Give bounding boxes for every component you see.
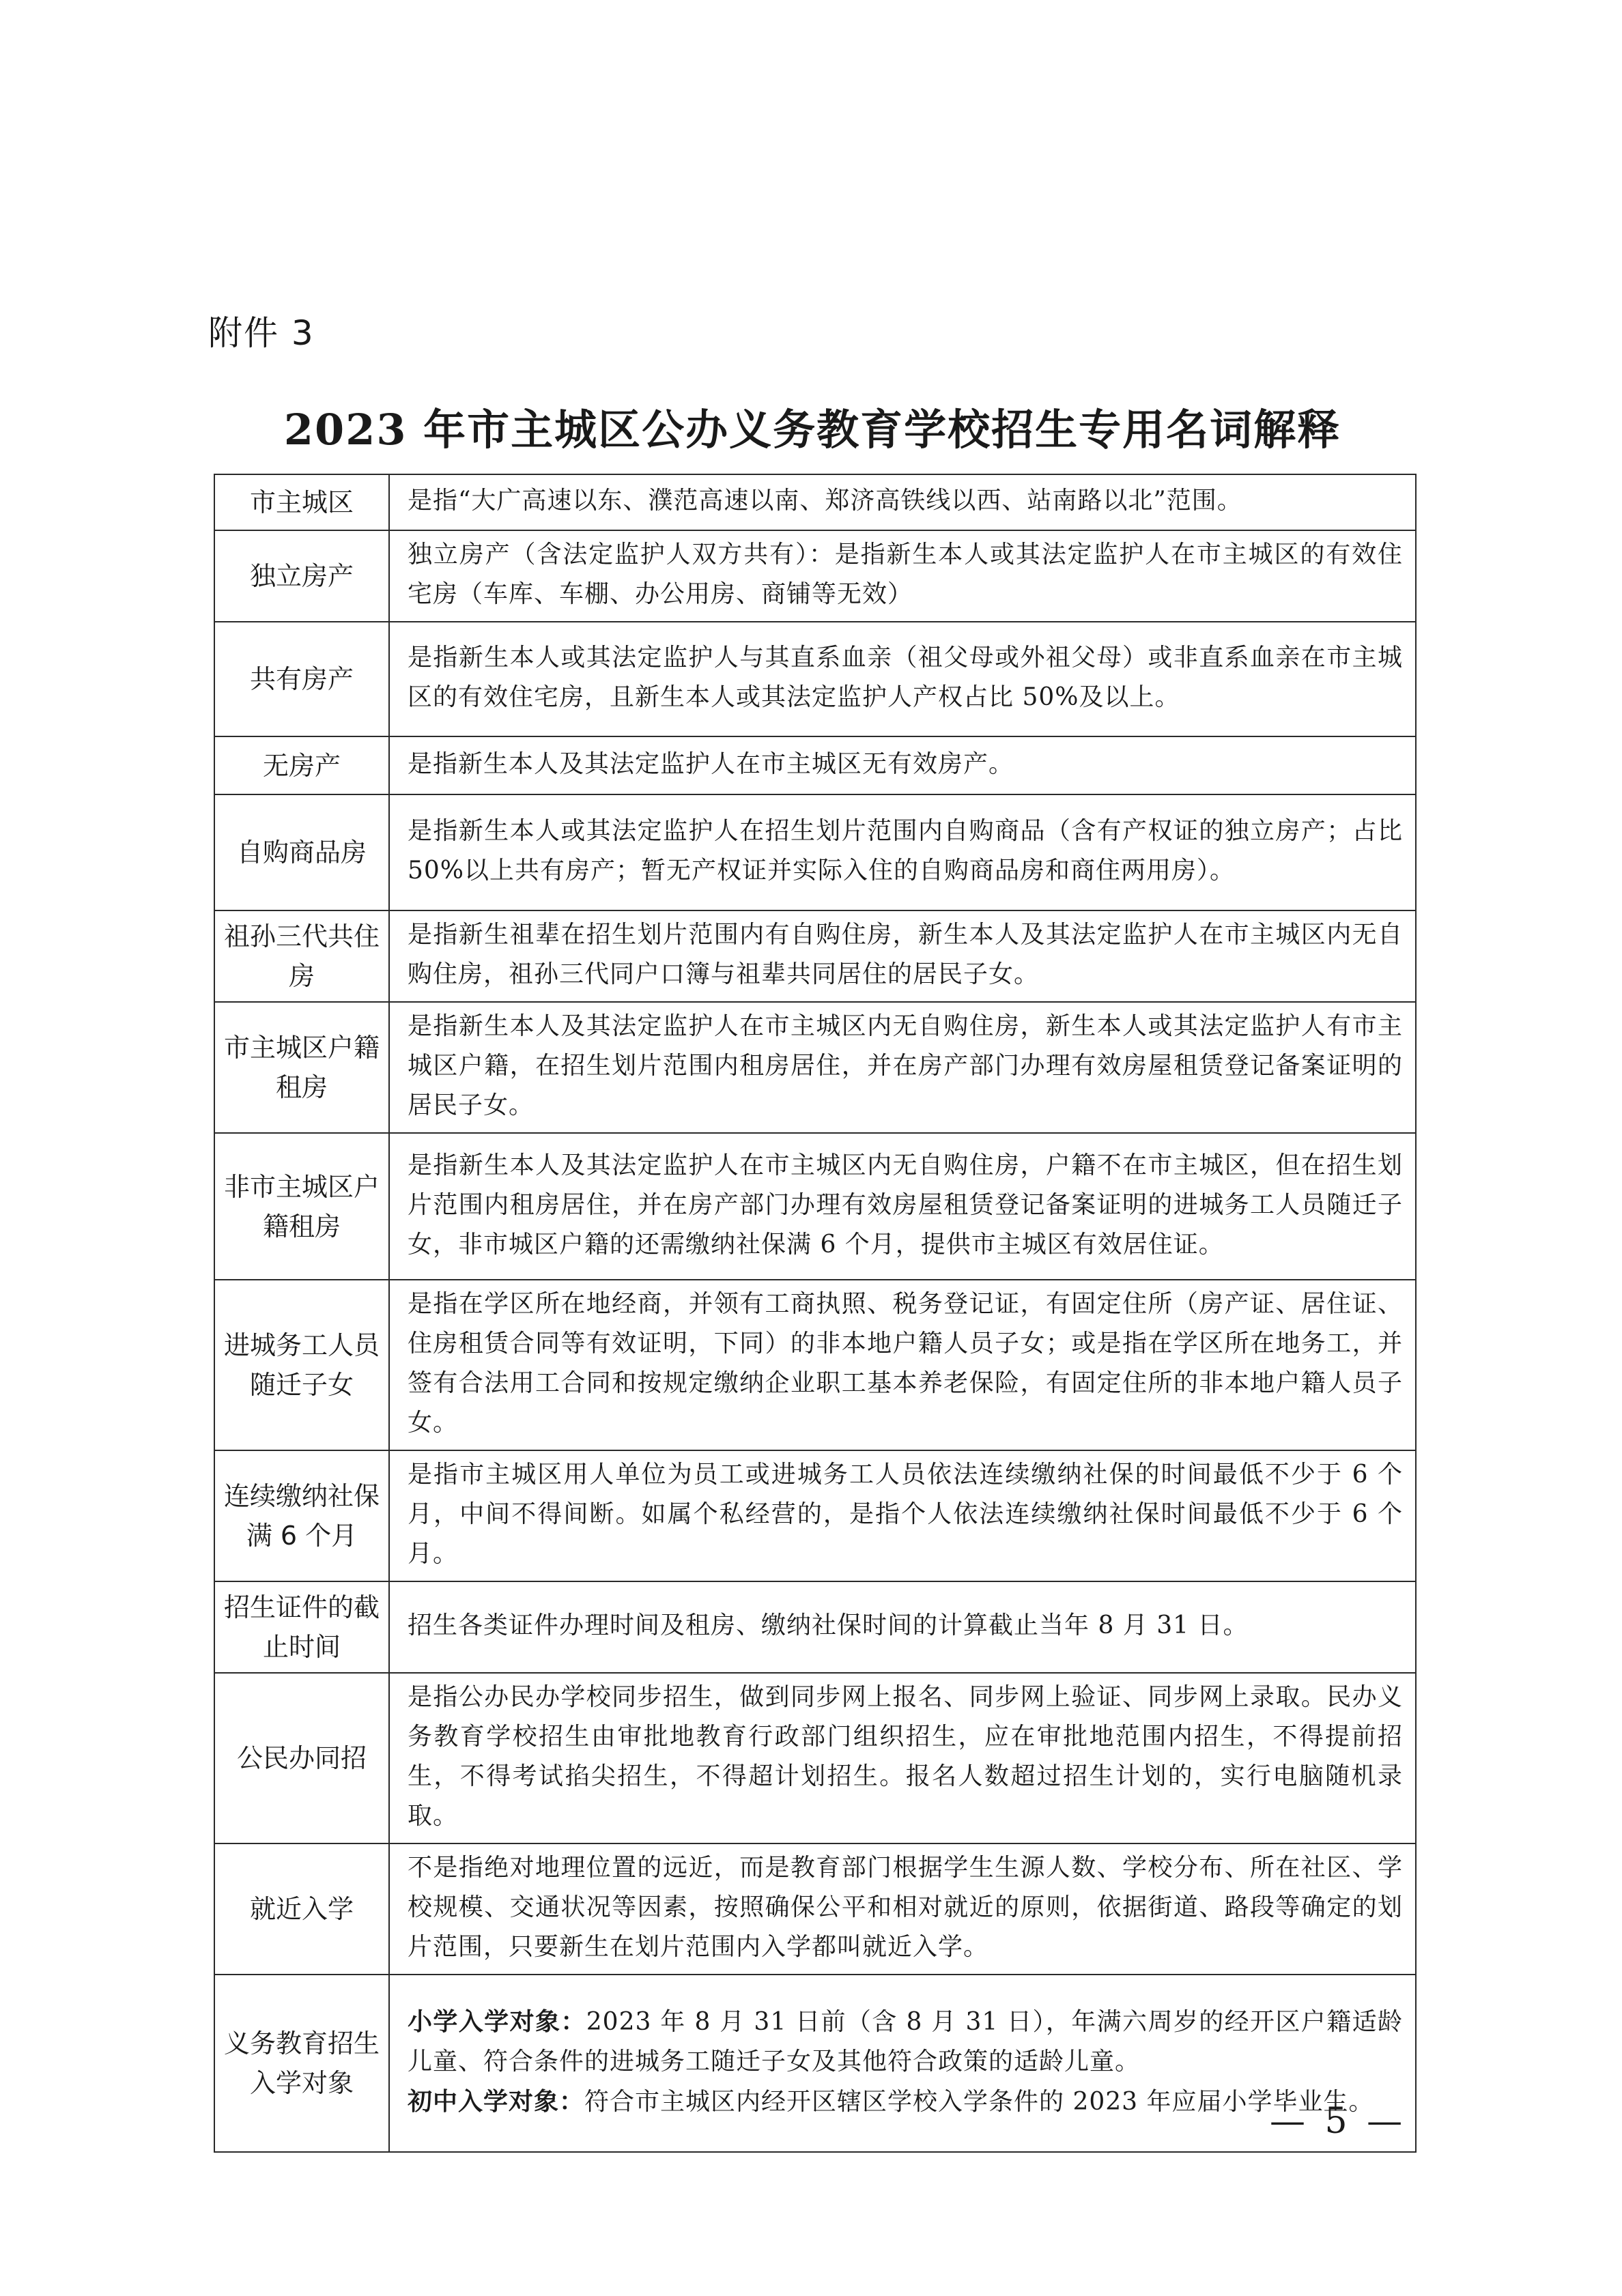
table-row: [214, 474, 1416, 530]
table-row: [214, 622, 1416, 736]
table-row: [214, 1843, 1416, 1975]
primary-school-eligibility: [408, 2002, 1403, 2082]
definition-cell: 是指新生本人及其法定监护人在市主城区无有效房产。: [389, 736, 1416, 794]
page-number: — 5 —: [1270, 2101, 1407, 2142]
term-cell: 就近入学: [214, 1843, 389, 1975]
definition-cell: 是指新生本人及其法定监护人在市主城区内无自购住房，新生本人或其法定监护人有市主城区户籍，在招生划片范围内租房居住，并在房产部门办理有效房屋租赁登记备案证明的居民子女。: [389, 1002, 1416, 1133]
table-row: [214, 1673, 1416, 1843]
term-cell: 义务教育招生入学对象: [214, 1975, 389, 2152]
definition-cell: 是指新生本人或其法定监护人在招生划片范围内自购商品（含有产权证的独立房产；占比 50%以上共有房产；暂无产权证并实际入住的自购商品房和商住两用房）。: [389, 794, 1416, 910]
table-row: [214, 1002, 1416, 1133]
term-cell: 无房产: [214, 736, 389, 794]
junior-school-label: 初中入学对象：: [408, 2087, 585, 2116]
definition-cell: [389, 1975, 1416, 2152]
definition-cell: 是指“大广高速以东、濮范高速以南、郑济高铁线以西、站南路以北”范围。: [389, 474, 1416, 530]
table-row: [214, 1581, 1416, 1673]
table-row: [214, 1280, 1416, 1450]
term-cell: 连续缴纳社保满 6 个月: [214, 1450, 389, 1581]
definition-cell: 是指市主城区用人单位为员工或进城务工人员依法连续缴纳社保的时间最低不少于 6 个月，中间不得间断。如属个私经营的，是指个人依法连续缴纳社保时间最低不少于 6 个月。: [389, 1450, 1416, 1581]
primary-school-label: 小学入学对象：: [408, 2007, 586, 2036]
junior-school-eligibility: [408, 2082, 1403, 2122]
junior-school-text: 符合市主城区内经开区辖区学校入学条件的 2023 年应届小学毕业生。: [584, 2088, 1374, 2116]
term-cell: 招生证件的截止时间: [214, 1581, 389, 1673]
table-row: [214, 1975, 1416, 2152]
definition-cell: 是指公办民办学校同步招生，做到同步网上报名、同步网上验证、同步网上录取。民办义务教育学校招生由审批地教育行政部门组织招生，应在审批地范围内招生，不得提前招生，不得考试掐尖招生，不得超计划招生。报名人数超过招生计划的，实行电脑随机录取。: [389, 1673, 1416, 1843]
definition-cell: 是指新生本人或其法定监护人与其直系血亲（祖父母或外祖父母）或非直系血亲在市主城区的有效住宅房，且新生本人或其法定监护人产权占比 50%及以上。: [389, 622, 1416, 736]
term-cell: 非市主城区户籍租房: [214, 1133, 389, 1280]
attachment-label: 附件 3: [208, 313, 315, 353]
definition-cell: 招生各类证件办理时间及租房、缴纳社保时间的计算截止当年 8 月 31 日。: [389, 1581, 1416, 1673]
definition-cell: 是指新生本人及其法定监护人在市主城区内无自购住房，户籍不在市主城区，但在招生划片范围内租房居住，并在房产部门办理有效房屋租赁登记备案证明的进城务工人员随迁子女，非市城区户籍的还需缴纳社保满 6 个月，提供市主城区有效居住证。: [389, 1133, 1416, 1280]
definition-cell: 不是指绝对地理位置的远近，而是教育部门根据学生生源人数、学校分布、所在社区、学校规模、交通状况等因素，按照确保公平和相对就近的原则，依据街道、路段等确定的划片范围，只要新生在划片范围内入学都叫就近入学。: [389, 1843, 1416, 1975]
table-row: [214, 1450, 1416, 1581]
term-cell: 祖孙三代共住房: [214, 910, 389, 1002]
term-cell: 进城务工人员随迁子女: [214, 1280, 389, 1450]
definition-cell: 独立房产（含法定监护人双方共有）：是指新生本人或其法定监护人在市主城区的有效住宅房（车库、车棚、办公用房、商铺等无效）: [389, 530, 1416, 622]
term-cell: 市主城区: [214, 474, 389, 530]
table-row: [214, 530, 1416, 622]
table-row: [214, 1133, 1416, 1280]
term-cell: 独立房产: [214, 530, 389, 622]
primary-school-text: 2023 年 8 月 31 日前（含 8 月 31 日），年满六周岁的经开区户籍适龄儿童、符合条件的进城务工随迁子女及其他符合政策的适龄儿童。: [408, 2008, 1403, 2076]
term-cell: 公民办同招: [214, 1673, 389, 1843]
document-title: 2023 年市主城区公办义务教育学校招生专用名词解释: [283, 405, 1341, 455]
term-cell: 共有房产: [214, 622, 389, 736]
definition-cell: 是指在学区所在地经商，并领有工商执照、税务登记证，有固定住所（房产证、居住证、住房租赁合同等有效证明，下同）的非本地户籍人员子女；或是指在学区所在地务工，并签有合法用工合同和按规定缴纳企业职工基本养老保险，有固定住所的非本地户籍人员子女。: [389, 1280, 1416, 1450]
table-row: [214, 736, 1416, 794]
term-cell: 自购商品房: [214, 794, 389, 910]
definition-cell: 是指新生祖辈在招生划片范围内有自购住房，新生本人及其法定监护人在市主城区内无自购住房，祖孙三代同户口簿与祖辈共同居住的居民子女。: [389, 910, 1416, 1002]
table-row: [214, 794, 1416, 910]
terms-table: [214, 474, 1417, 2153]
term-cell: 市主城区户籍租房: [214, 1002, 389, 1133]
table-row: [214, 910, 1416, 1002]
